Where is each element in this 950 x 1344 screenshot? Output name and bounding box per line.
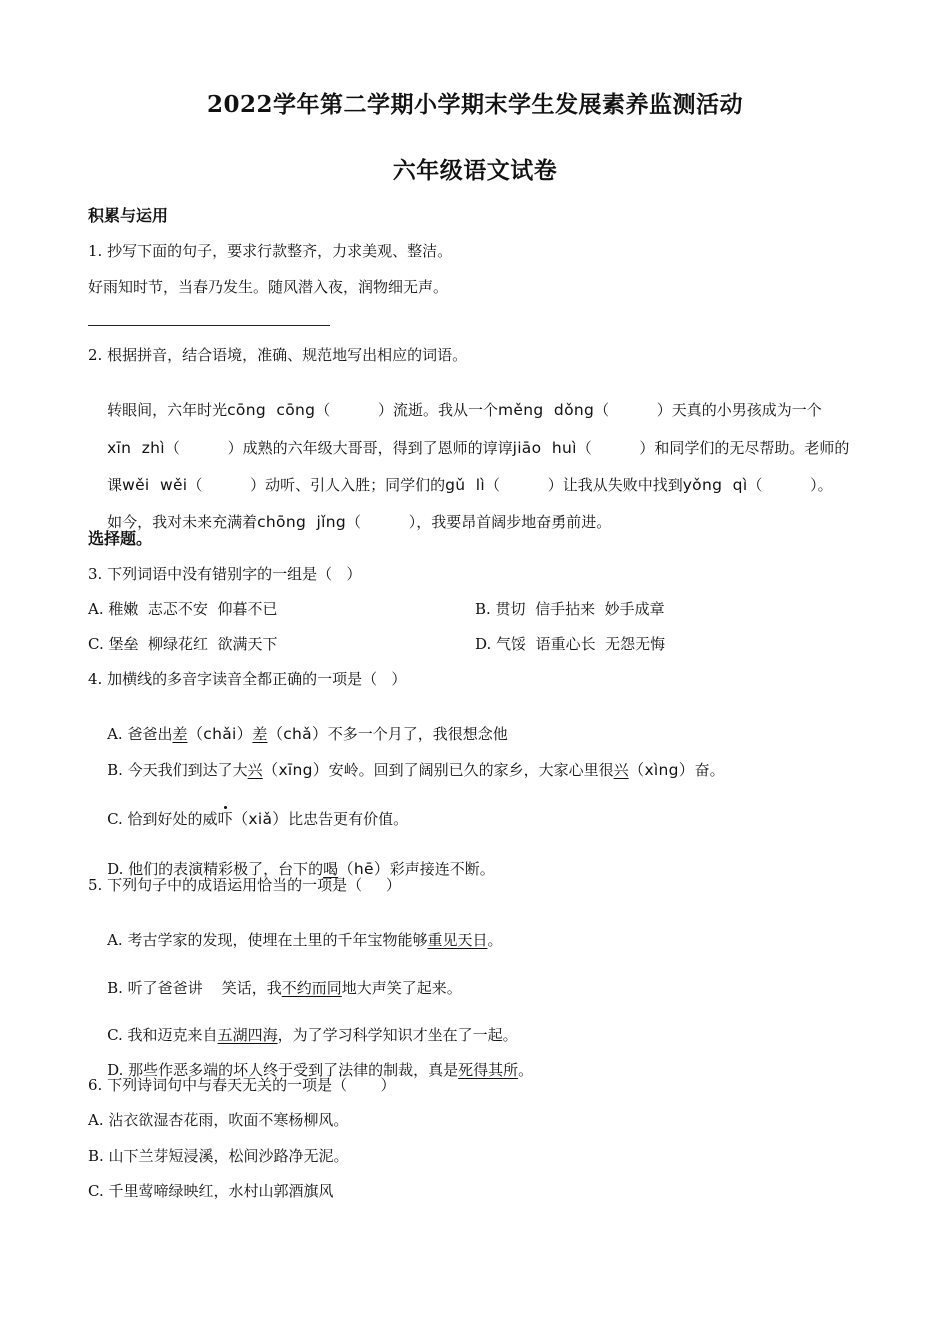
- pinyin-weiwei: wěi wěi: [122, 476, 188, 494]
- q4-a-underlined: 差: [252, 725, 268, 743]
- sub-title: 六年级语文试卷: [392, 157, 558, 184]
- q4-b-underlined: 兴: [247, 761, 263, 779]
- q2-blank-text[interactable]: （ ）让我从失败中找到: [485, 476, 683, 494]
- q4-c-text: 比忠告更有价值。: [288, 810, 409, 828]
- q3-option-c[interactable]: C. 堡垒 柳绿花红 欲满天下: [88, 635, 278, 653]
- q5-a-text: 。: [487, 931, 503, 949]
- pinyin-guli: gǔ lì: [445, 476, 486, 494]
- q4-d-text: 彩声接连不断。: [389, 860, 495, 878]
- q2-blank-text[interactable]: （ ），我要昂首阔步地奋勇前进。: [346, 513, 612, 531]
- q2-line-4: [88, 492, 611, 552]
- q4-b-underlined: 兴: [613, 761, 629, 779]
- q5-a-idiom: 重见天日: [427, 931, 488, 949]
- q4-d-text: D. 他们的表演精彩极了，台下的: [107, 860, 324, 878]
- q5-d-text: 。: [518, 1061, 534, 1079]
- q2-blank-text[interactable]: （ ）成熟的六年级大哥哥，得到了恩师的谆谆: [164, 439, 513, 457]
- q2-blank-text[interactable]: （ ）动听、引人入胜；同学们的: [187, 476, 446, 494]
- section-accumulation: 积累与运用: [88, 206, 169, 225]
- section-choice: 选择题。: [88, 529, 153, 548]
- pinyin-jiaohui: jiāo huì: [512, 439, 577, 457]
- q4-b-text: B. 今天我们到达了大: [107, 761, 248, 779]
- q2-blank-text[interactable]: （ ）和同学们的无尽帮助。老师的: [576, 439, 850, 457]
- q2-blank-text[interactable]: （ ）。: [747, 476, 833, 494]
- q6-stem: 6. 下列诗词句中与春天无关的一项是（ ）: [88, 1076, 396, 1094]
- q6-option-a[interactable]: A. 沾衣欲湿杏花雨，吹面不寒杨柳风。: [88, 1111, 349, 1129]
- q5-stem: 5. 下列句子中的成语运用恰当的一项是（ ）: [88, 876, 401, 894]
- q4-d-pinyin: （hē）: [338, 860, 390, 878]
- q5-b-text: 地大声笑了起来。: [341, 979, 462, 997]
- q4-stem: 4. 加横线的多音字读音全都正确的一项是（ ）: [88, 670, 407, 688]
- pinyin-congcong: cōng cōng: [227, 401, 316, 419]
- q4-b-pinyin: （xīng）: [262, 761, 329, 779]
- q5-b-idiom: 不约而同: [281, 979, 342, 997]
- q4-c-dotted-char: 吓: [217, 810, 233, 828]
- pinyin-mengdong: měng dǒng: [497, 401, 595, 419]
- q4-d-underlined: 喝: [323, 860, 339, 878]
- q2-text: 课: [107, 476, 123, 494]
- q4-a-pinyin: （chǎ）: [267, 725, 328, 743]
- q3-option-d[interactable]: D. 气馁 语重心长 无怨无悔: [475, 635, 666, 653]
- q2-blank-text[interactable]: （ ）天真的小男孩成为一个: [594, 401, 822, 419]
- q3-stem: 3. 下列词语中没有错别字的一组是（ ）: [88, 565, 362, 583]
- q4-a-text: A. 爸爸出: [107, 725, 173, 743]
- q3-option-a[interactable]: A. 稚嫩 志忑不安 仰暮不已: [88, 600, 278, 618]
- q1-poem: 好雨知时节，当春乃发生。随风潜入夜，润物细无声。: [88, 278, 449, 296]
- q2-stem: 2. 根据拼音，结合语境，准确、规范地写出相应的词语。: [88, 346, 468, 364]
- q5-c-idiom: 五湖四海: [217, 1026, 278, 1044]
- q4-a-text: 不多一个月了，我很想念他: [327, 725, 508, 743]
- pinyin-xinzhi: xīn zhì: [107, 439, 165, 457]
- pinyin-yongqi: yǒng qì: [682, 476, 748, 494]
- q5-c-text: ，为了学习科学知识才坐在了一起。: [277, 1026, 518, 1044]
- q1-answer-line[interactable]: [88, 325, 330, 326]
- q4-a-pinyin: （chǎi）: [187, 725, 253, 743]
- q4-c-pinyin: （xiǎ）: [232, 810, 289, 828]
- pinyin-chongjing: chōng jǐng: [257, 513, 347, 531]
- q2-text: 转眼间，六年时光: [107, 401, 228, 419]
- q4-b-pinyin: （xìng）: [628, 761, 695, 779]
- q4-c-text: C. 恰到好处的威: [107, 810, 218, 828]
- q5-b-text: B. 听了爸爸讲 笑话，我: [107, 979, 282, 997]
- q4-b-text: 奋。: [694, 761, 725, 779]
- q1-stem: 1. 抄写下面的句子，要求行款整齐，力求美观、整洁。: [88, 242, 453, 260]
- q5-d-text: D. 那些作恶多端的坏人终于受到了法律的制裁，真是: [107, 1061, 459, 1079]
- q5-d-idiom: 死得其所: [458, 1061, 519, 1079]
- main-title: 2022学年第二学期小学期末学生发展素养监测活动: [206, 91, 743, 118]
- q4-a-underlined: 差: [172, 725, 188, 743]
- q4-b-text: 安岭。回到了阔别已久的家乡，大家心里很: [328, 761, 614, 779]
- q5-a-text: A. 考古学家的发现，使埋在土里的千年宝物能够: [107, 931, 428, 949]
- q6-option-c[interactable]: C. 千里莺啼绿映红，水村山郭酒旗风: [88, 1182, 334, 1200]
- q6-option-b[interactable]: B. 山下兰芽短浸溪，松间沙路净无泥。: [88, 1147, 349, 1165]
- q5-c-text: C. 我和迈克来自: [107, 1026, 218, 1044]
- q2-blank-text[interactable]: （ ）流逝。我从一个: [315, 401, 498, 419]
- q3-option-b[interactable]: B. 贯切 信手拈来 妙手成章: [475, 600, 665, 618]
- q2-text: 如今，我对未来充满着: [107, 513, 258, 531]
